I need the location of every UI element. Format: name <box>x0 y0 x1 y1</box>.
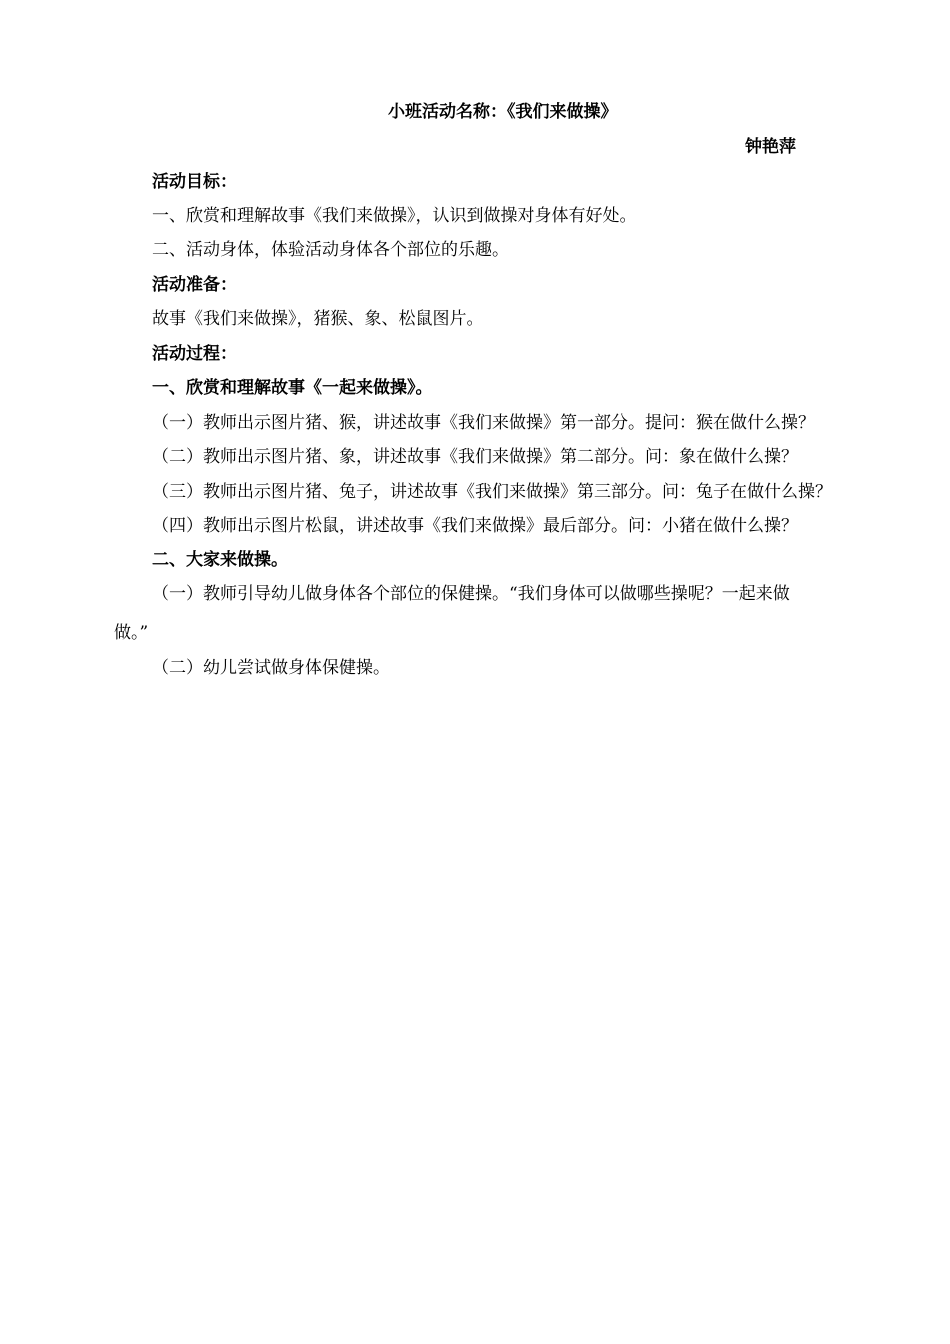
step-1-substep-1: （一）教师出示图片猪、猴，讲述故事《我们来做操》第一部分。提问：猴在做什么操？ <box>152 413 815 433</box>
preparation-item-1: 故事《我们来做操》，猪猴、象、松鼠图片。 <box>152 309 484 329</box>
step-2-substep-1-line-1: （一）教师引导幼儿做身体各个部位的保健操。“我们身体可以做哪些操呢？一起来做 <box>152 584 790 604</box>
step-2-substep-2: （二）幼儿尝试做身体保健操。 <box>152 658 390 678</box>
document-title: 小班活动名称：《我们来做操》 <box>388 102 618 122</box>
step-1-heading: 一、欣赏和理解故事《一起来做操》。 <box>152 378 433 398</box>
step-1-substep-4: （四）教师出示图片松鼠，讲述故事《我们来做操》最后部分。问：小猪在做什么操？ <box>152 516 798 536</box>
process-heading: 活动过程： <box>152 344 237 364</box>
preparation-heading: 活动准备： <box>152 275 237 295</box>
goals-heading: 活动目标： <box>152 172 237 192</box>
step-2-substep-1-line-2: 做。” <box>114 623 149 643</box>
goal-item-1: 一、欣赏和理解故事《我们来做操》，认识到做操对身体有好处。 <box>152 206 637 226</box>
step-1-substep-3: （三）教师出示图片猪、兔子，讲述故事《我们来做操》第三部分。问：兔子在做什么操？ <box>152 482 832 502</box>
step-1-substep-2: （二）教师出示图片猪、象，讲述故事《我们来做操》第二部分。问：象在做什么操？ <box>152 447 798 467</box>
step-2-heading: 二、大家来做操。 <box>152 550 288 570</box>
author-name: 钟艳萍 <box>745 137 796 157</box>
goal-item-2: 二、活动身体，体验活动身体各个部位的乐趣。 <box>152 240 509 260</box>
